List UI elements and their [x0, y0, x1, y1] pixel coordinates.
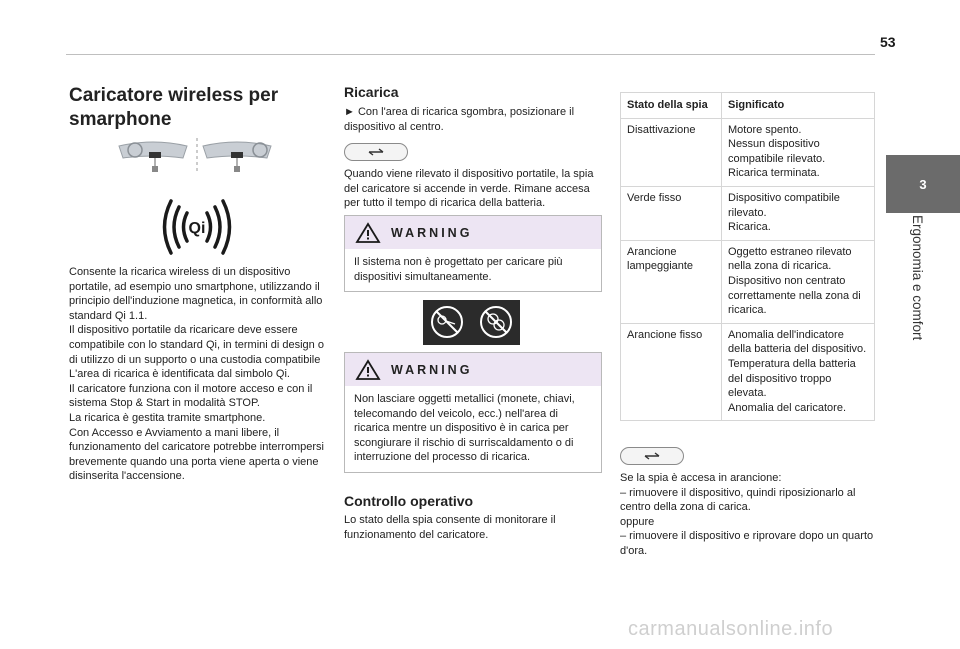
intro-text: Consente la ricarica wireless di un dispositivo portatile, ad esempio uno smartphone, utilizzando il principio dell'induzione magnetica, in conformità allo standard Qi 1.1. Il dispositivo portatile da ricaricare deve essere compatibile con lo standard Qi, in termini di design o di utilizzo di un supporto o una custodia compatibile L'area di ricarica è identificata dal simbolo Qi. Il caricatore funziona con il motore acceso e con il sistema Stop & Start in modalità STOP. La ricarica è gestita tramite smartphone. Con Accesso e Avviamento a mani libere, il funzionamento del caricatore potrebbe interrompersi brevemente quando una porta viene aperta o viene disinserita l'accensione.: [69, 266, 324, 483]
warning-triangle-icon: [355, 359, 381, 381]
table-cell-meaning: Anomalia dell'indicatore della batteria del dispositivo. Temperatura della batteria del dispositivo troppo elevata. Anomalia del caricatore.: [722, 323, 875, 421]
warning-box-1: [344, 215, 602, 292]
warning-box-2: [344, 352, 602, 473]
no-metal-objects-illustration: [423, 300, 520, 345]
table-cell-meaning: Dispositivo compatibile rilevato. Ricarica.: [722, 186, 875, 240]
warning-title: WARNING: [391, 225, 473, 240]
warning-text: Il sistema non è progettato per caricare più dispositivi simultaneamente.: [354, 256, 563, 283]
section-title-controllo: Controllo operativo: [344, 493, 474, 509]
table-cell-state: Arancione fisso: [621, 323, 722, 421]
section-title-ricarica: Ricarica: [344, 84, 399, 100]
step-text: ► Con l'area di ricarica sgombra, posizionare il dispositivo al centro.: [344, 106, 575, 133]
table-cell-state: Disattivazione: [621, 118, 722, 186]
charger-indicator-icon: [620, 447, 684, 465]
chapter-label: Ergonomia e comfort: [910, 215, 925, 341]
table-row: [621, 118, 875, 186]
table-row: [621, 186, 875, 240]
qi-wireless-icon: [147, 195, 247, 260]
table-cell-state: Verde fisso: [621, 186, 722, 240]
table-cell-meaning: Motore spento. Nessun dispositivo compatibile rilevato. Ricarica terminata.: [722, 118, 875, 186]
table-row: [621, 323, 875, 421]
controllo-text: Lo stato della spia consente di monitorare il funzionamento del caricatore.: [344, 514, 556, 541]
table-row: [621, 240, 875, 323]
table-cell-state: Arancione lampeggiante: [621, 240, 722, 323]
svg-text:Qi: Qi: [188, 220, 206, 237]
table-header: Significato: [722, 93, 875, 119]
console-illustration: [113, 136, 278, 176]
warning-title: WARNING: [391, 362, 473, 377]
table-header: Stato della spia: [621, 93, 722, 119]
watermark: carmanualsonline.info: [628, 618, 834, 640]
charger-indicator-icon: [344, 143, 408, 161]
warning-triangle-icon: [355, 222, 381, 244]
chapter-tab[interactable]: 3: [886, 155, 960, 213]
status-table: [620, 92, 875, 421]
table-cell-meaning: Oggetto estraneo rilevato nella zona di ricarica. Dispositivo non centrato correttamente nella zona di ricarica.: [722, 240, 875, 323]
warning-text: Non lasciare oggetti metallici (monete, chiavi, telecomando del veicolo, ecc.) nell'area di ricarica mentre un dispositivo è in carica per scongiurare il rischio di surriscaldamento o di interruzione del processo di ricarica.: [354, 393, 575, 464]
header-rule: [66, 54, 875, 55]
page-title: Caricatore wireless per smarphone: [69, 85, 279, 130]
orange-light-instructions: Se la spia è accesa in arancione: – rimuovere il dispositivo, quindi riposizionarlo al centro della zona di carica. oppure – rimuovere il dispositivo e riprovare dopo un quarto d'ora.: [620, 472, 874, 557]
page-number: 53: [880, 34, 896, 50]
detection-text: Quando viene rilevato il dispositivo portatile, la spia del caricatore si accende in verde. Rimane accesa per tutto il tempo di ricarica della batteria.: [344, 168, 594, 210]
